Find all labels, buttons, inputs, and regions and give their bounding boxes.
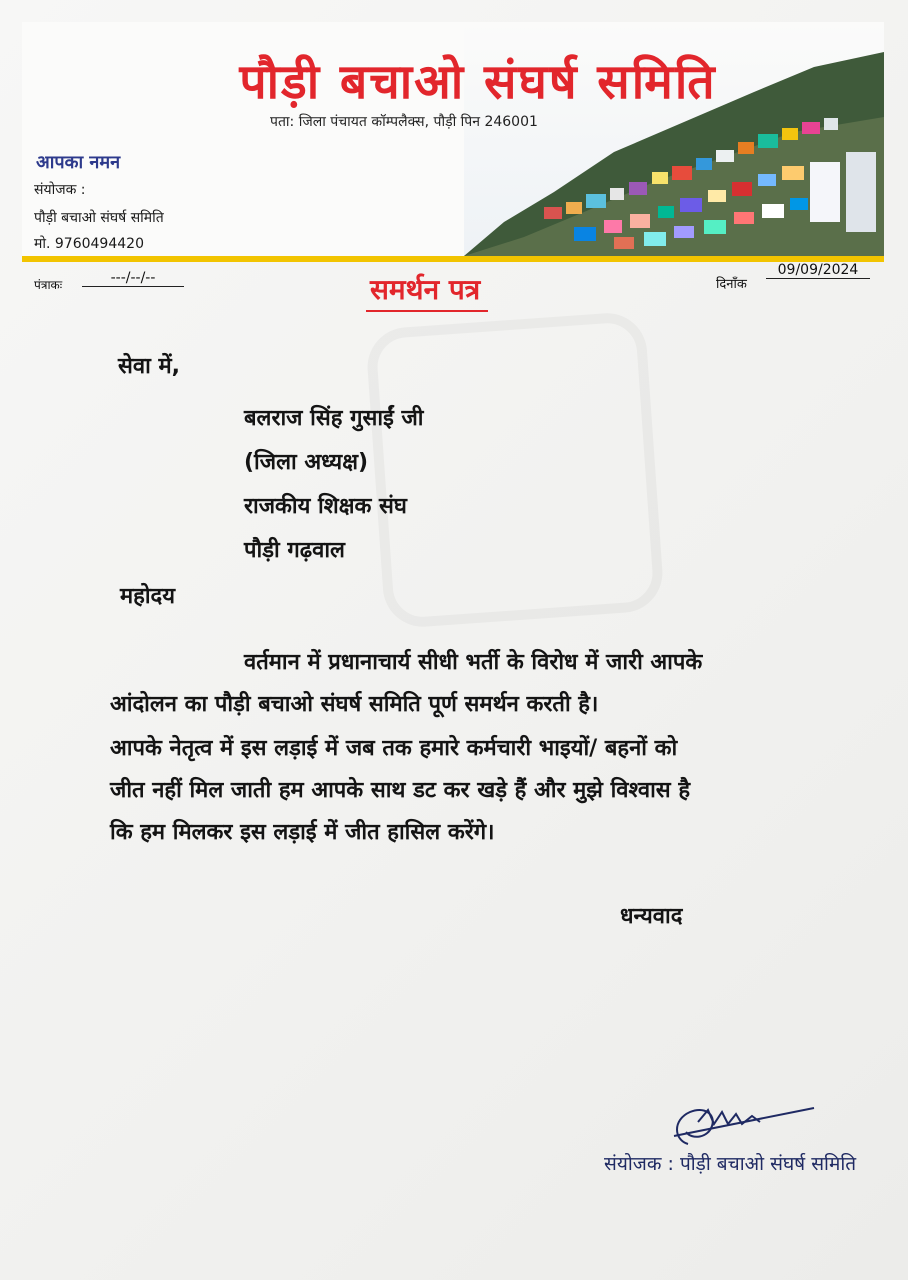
org-title: पौड़ी बचाओ संघर्ष समिति — [239, 54, 717, 110]
body-line-4: जीत नहीं मिल जाती हम आपके साथ डट कर खड़े हैं और मुझे विश्वास है — [110, 778, 691, 803]
date-value: 09/09/2024 — [766, 262, 870, 279]
greeting: आपका नमन — [36, 152, 121, 173]
convener-label: संयोजक : — [34, 182, 86, 198]
body-line-1: वर्तमान में प्रधानाचार्य सीधी भर्ती के विरोध में जारी आपके — [244, 650, 703, 675]
document-title: समर्थन पत्र — [366, 270, 488, 312]
salutation: सेवा में, — [118, 354, 180, 379]
recipient-location: पौड़ी गढ़वाल — [244, 538, 345, 563]
header-divider — [22, 256, 884, 262]
closing: धन्यवाद — [620, 904, 683, 929]
letterhead — [22, 22, 884, 260]
mobile-number: मो. 9760494420 — [34, 236, 144, 252]
signature-caption: संयोजक : पौड़ी बचाओ संघर्ष समिति — [604, 1153, 857, 1175]
date-label: दिनाँक — [716, 277, 747, 292]
recipient-designation: (जिला अध्यक्ष) — [244, 450, 369, 475]
reference-value: ---/--/-- — [82, 270, 184, 287]
address-word: महोदय — [120, 584, 175, 609]
convener-org: पौड़ी बचाओ संघर्ष समिति — [34, 210, 164, 226]
recipient-name: बलराज सिंह गुसाईं जी — [244, 406, 424, 431]
org-address: पता: जिला पंचायत कॉम्पलैक्स, पौड़ी पिन 246001 — [270, 114, 538, 130]
reference-label: पंत्राकः — [34, 278, 63, 292]
body-line-3: आपके नेतृत्व में इस लड़ाई में जब तक हमारे कर्मचारी भाइयों/ बहनों को — [110, 736, 678, 761]
body-line-5: कि हम मिलकर इस लड़ाई में जीत हासिल करेंगे। — [110, 820, 495, 845]
watermark — [365, 311, 665, 630]
body-line-2: आंदोलन का पौड़ी बचाओ संघर्ष समिति पूर्ण समर्थन करती है। — [110, 692, 599, 717]
recipient-organization: राजकीय शिक्षक संघ — [244, 494, 407, 519]
